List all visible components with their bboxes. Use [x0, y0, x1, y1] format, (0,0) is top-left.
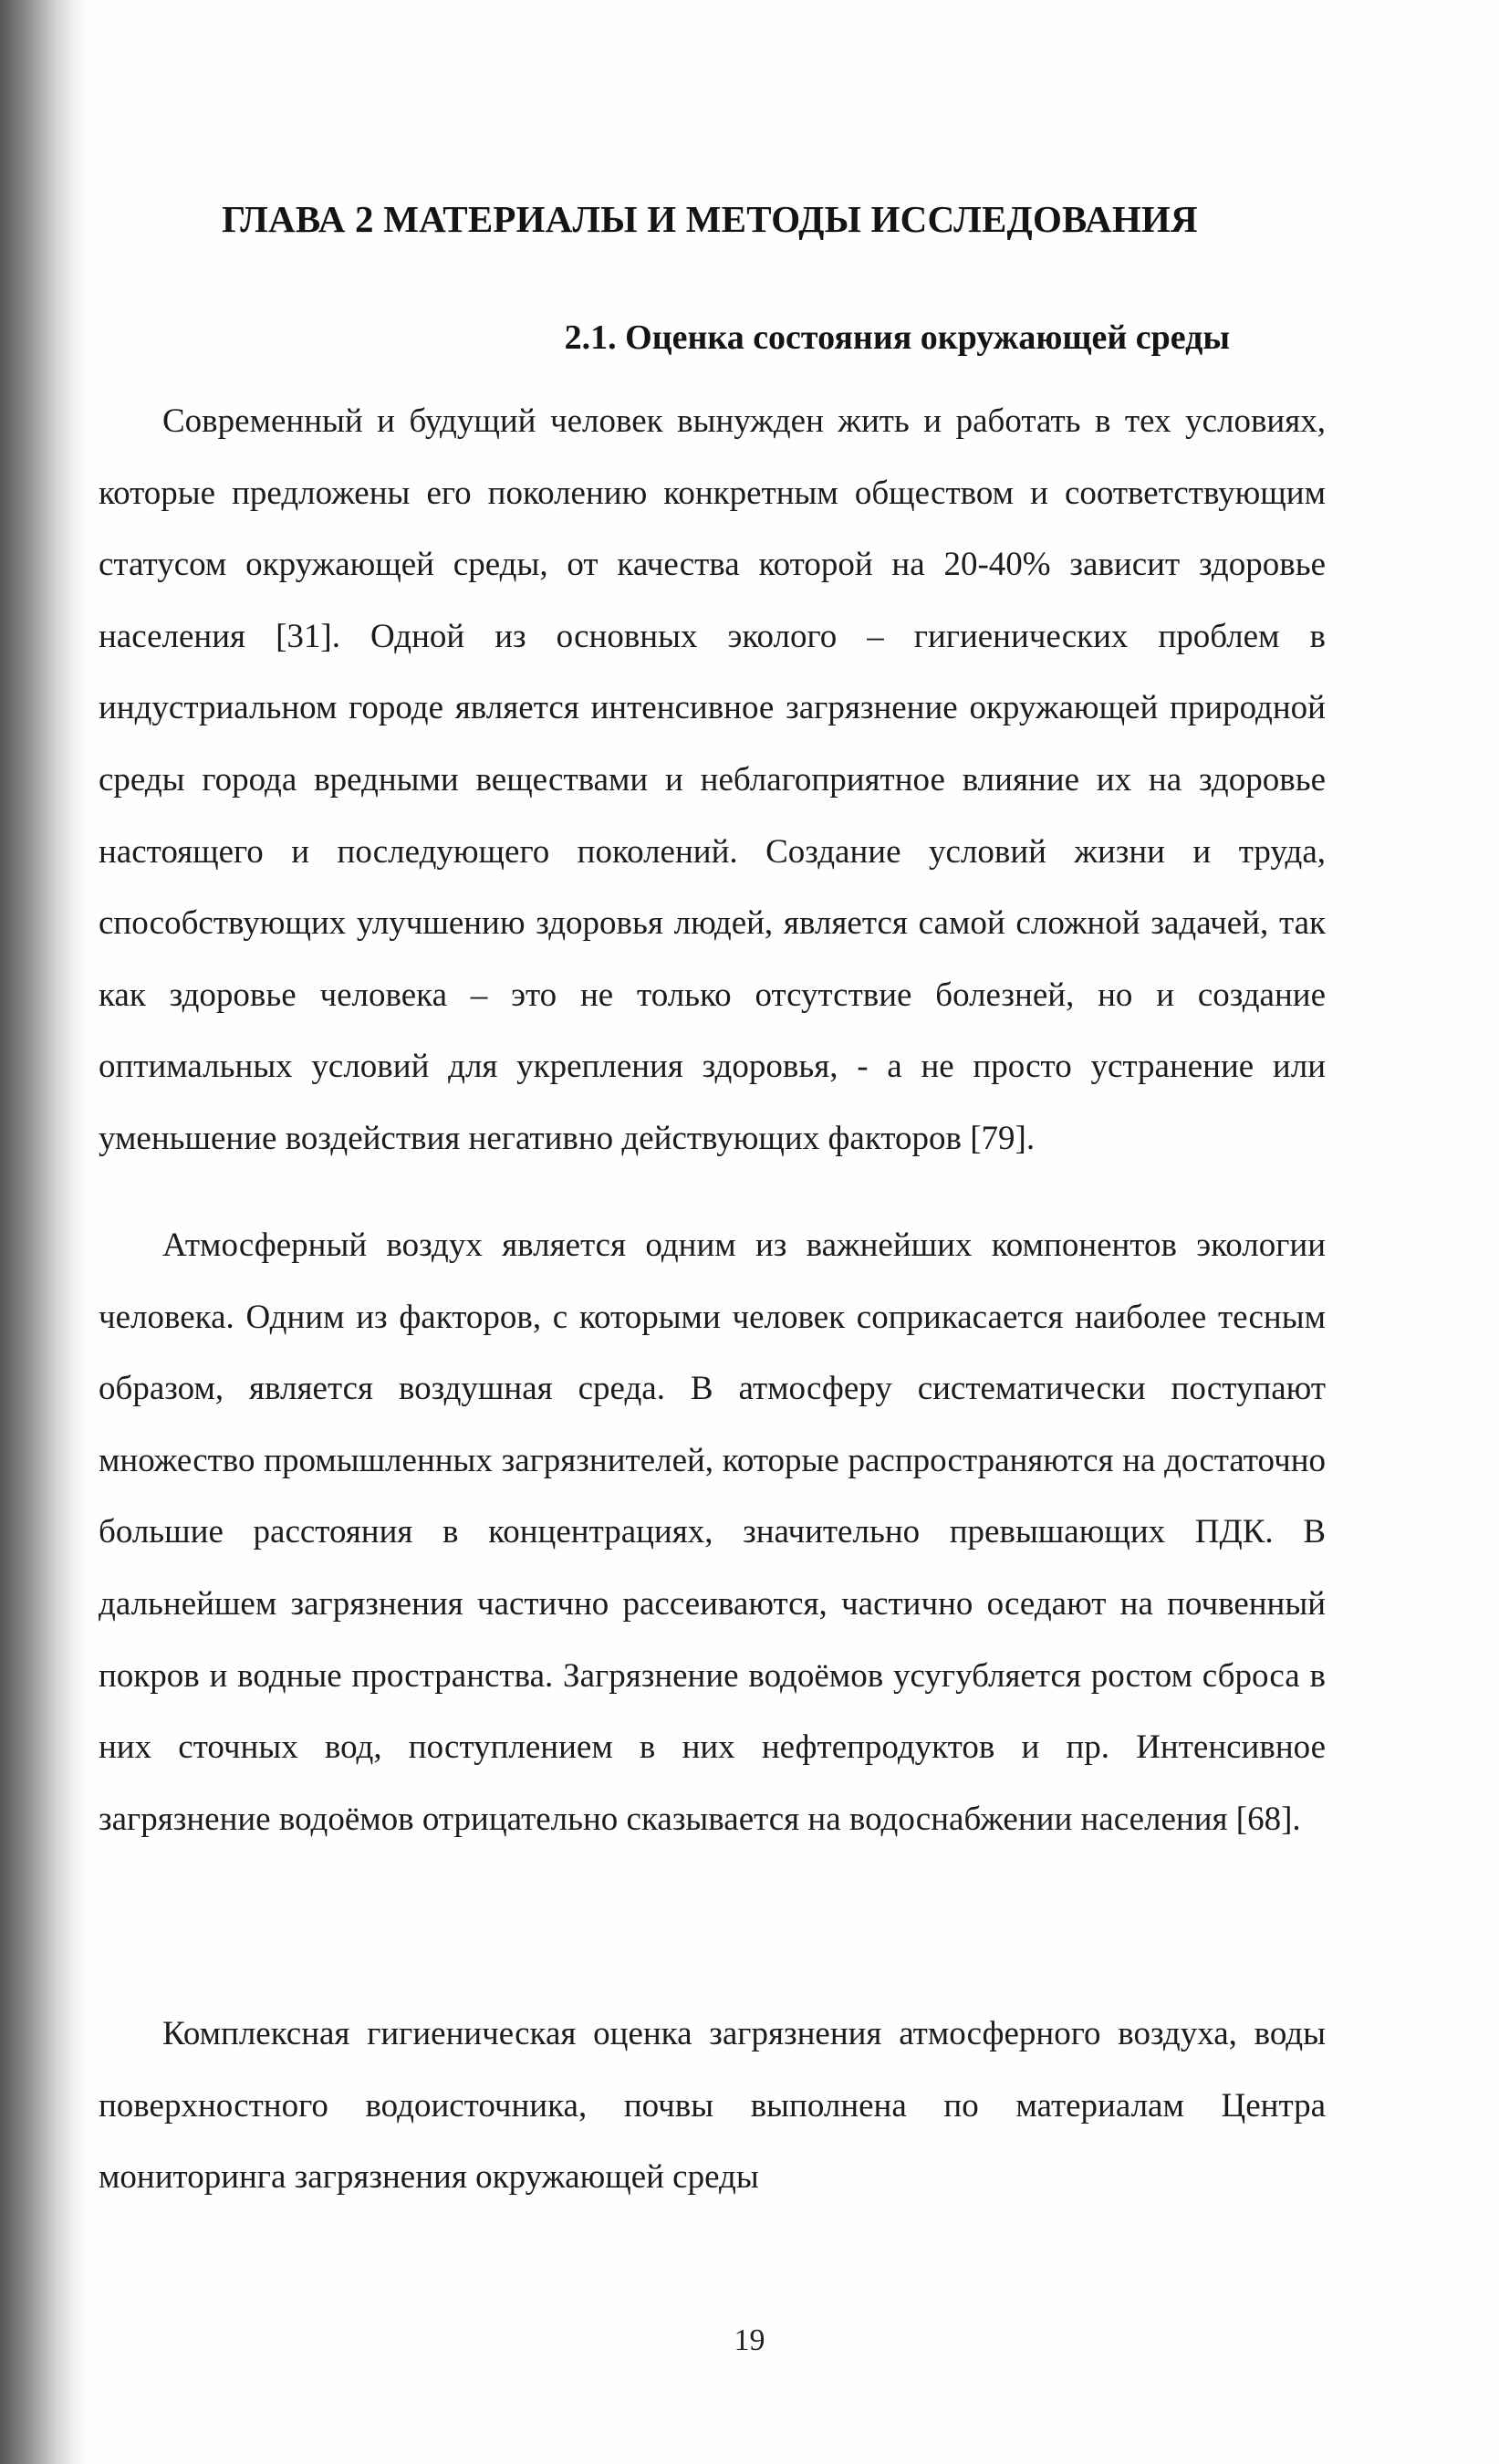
scan-binding-shadow [0, 0, 87, 2464]
chapter-title: ГЛАВА 2 МАТЕРИАЛЫ И МЕТОДЫ ИССЛЕДОВАНИЯ [222, 198, 1198, 240]
paragraph-environment-health: Современный и будущий человек вынужден жить и работать в тех условиях, которые предложены его поколению конкретным обществом и соответствующим статусом окружающей среды, от качества которой на 20-40% зависит здоровье населения [31]. Одной из основных эколого – гигиенических проблем в индустриальном городе является интенсивное загрязнение окружающей природной среды города вредными веществами и неблагоприятное влияние их на здоровье настоящего и последующего поколений. Создание условий жизни и труда, способствующих улучшению здоровья людей, является самой сложной задачей, так как здоровье человека – это не только отсутствие болезней, но и создание оптимальных условий для укрепления здоровья, - а не просто устранение или уменьшение воздействия негативно действующих факторов [79]. [99, 402, 1326, 1157]
page-number: 19 [734, 2323, 765, 2357]
section-title: 2.1. Оценка состояния окружающей среды [564, 318, 1230, 357]
paragraph-hygienic-assessment: Комплексная гигиеническая оценка загрязнения атмосферного воздуха, воды поверхностного водоисточника, почвы выполнена по материалам Центра мониторинга загрязнения окружающей среды [99, 2015, 1326, 2197]
paragraph-atmospheric-air: Атмосферный воздух является одним из важнейших компонентов экологии человека. Одним из факторов, с которыми человек соприкасается наиболее тесным образом, является воздушная среда. В атмосферу систематически поступают множество промышленных загрязнителей, которые распространяются на достаточно большие расстояния в концентрациях, значительно превышающих ПДК. В дальнейшем загрязнения частично рассеиваются, частично оседают на почвенный покров и водные пространства. Загрязнение водоёмов усугубляется ростом сброса в них сточных вод, поступлением в них нефтепродуктов и пр. Интенсивное загрязнение водоёмов отрицательно сказывается на водоснабжении населения [68]. [99, 1227, 1326, 1838]
